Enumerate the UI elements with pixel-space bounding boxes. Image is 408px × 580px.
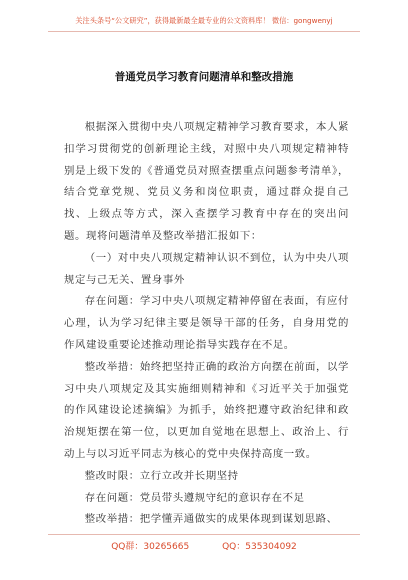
footer-contact: [0, 539, 408, 552]
paragraph-problem-2: 存在问题：党员带头遵规守纪的意识存在不足: [84, 491, 305, 504]
footer-divider: [48, 534, 360, 535]
paragraph-deadline-1: 整改时限：立行立改并长期坚持: [84, 469, 239, 482]
paragraph-measure-1: 整改举措：始终把坚持正确的政治方向摆在前面，以学习中央八项规定及其实施细则精神和《习近平关于加强党的作风建设论述摘编》为抓手，始终把遵守政治纪律和政治规矩摆在第一位，以更加自觉地在思想上、政治上、行动上与以习近平同志为核心的党中央保持高度一致。: [64, 360, 349, 460]
paragraph-intro: 根据深入贯彻中央八项规定精神学习教育要求，本人紧扣学习贯彻党的创新理论主线，对照中央八项规定精神特别是上级下发的《普通党员对照查摆重点问题参考清单》，结合党章党规、党员义务和岗位职责，通过群众提自己找、上级点等方式，深入查摆学习教育中存在的突出问题。现将问题清单及整改举措汇报如下：: [64, 121, 349, 242]
document-title: 普通党员学习教育问题清单和整改措施: [114, 71, 294, 83]
paragraph-section-heading: （一）对中央八项规定精神认识不到位，认为中央八项规定与己无关、置身事外: [64, 251, 349, 286]
footer-qq-number: QQ：535304092: [222, 542, 297, 552]
footer-qq-group: QQ群：30265665: [111, 542, 190, 552]
paragraph-measure-2: 整改举措：把学懂弄通做实的成果体现到谋划思路、: [84, 513, 338, 526]
paragraph-problem-1: 存在问题：学习中央八项规定精神停留在表面，有应付心理，认为学习纪律主要是领导干部的任务，自身用党的作风建设重要论述推动理论指导实践存在不足。: [64, 295, 349, 351]
document-body: [64, 117, 349, 531]
header-divider: [48, 31, 360, 32]
header-banner: 关注头条号“公文研究”，获得最新最全最专业的公文资料库！ 微信：gongwenyj: [75, 16, 333, 25]
